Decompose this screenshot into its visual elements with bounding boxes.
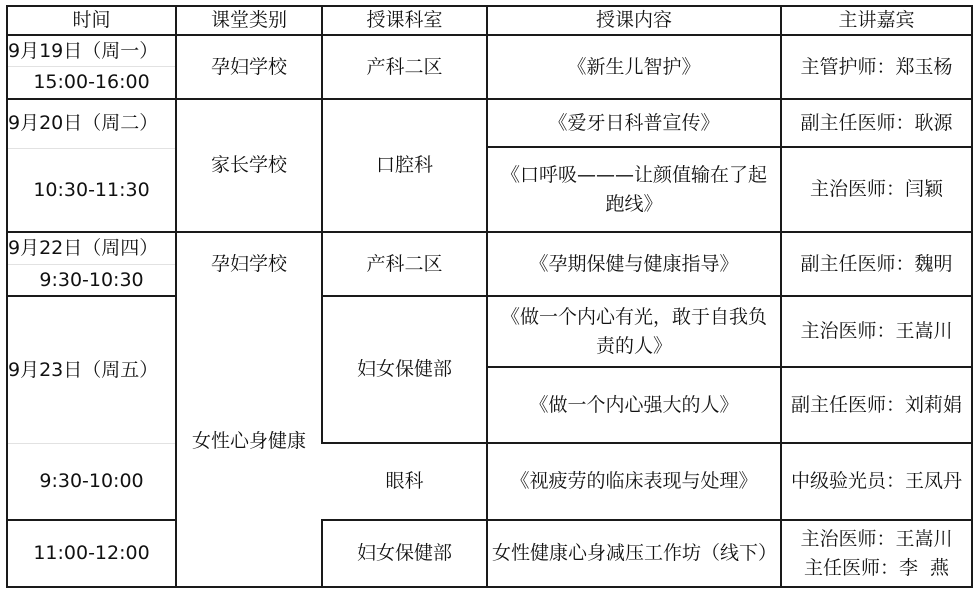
content-sep23-3: 《视疲劳的临床表现与处理》 [510, 470, 758, 492]
content-sep20-1: 《爱牙日科普宣传》 [548, 111, 720, 134]
department-sep23-2: 眼科 [385, 470, 424, 492]
time-sep22: 9:30-10:30 [39, 268, 144, 291]
category-sep20: 家长学校 [210, 154, 287, 176]
department-sep20: 口腔科 [375, 154, 433, 176]
department-sep23-1: 妇女保健部 [356, 358, 452, 380]
speaker-sep23-1: 主治医师：王嵩川 [800, 320, 953, 342]
department-sep23-3: 妇女保健部 [356, 542, 452, 564]
department-sep22: 产科二区 [366, 252, 443, 275]
header-time: 时间 [72, 9, 111, 31]
speaker-sep19: 主管护师：郑玉杨 [800, 55, 953, 78]
content-sep23-2: 《做一个内心强大的人》 [529, 393, 739, 416]
time-sep20: 10:30-11:30 [33, 178, 150, 201]
date-sep20: 9月20日（周二） [8, 111, 159, 134]
time-sep23-2: 11:00-12:00 [33, 542, 150, 564]
date-sep19: 9月19日（周一） [8, 39, 159, 62]
content-sep19: 《新生儿智护》 [567, 55, 701, 78]
header-content: 授课内容 [595, 9, 672, 31]
date-sep23: 9月23日（周五） [8, 358, 159, 381]
speaker-sep20-1: 副主任医师：耿源 [800, 111, 953, 134]
content-sep20-2: 《口呼吸———让颜值输在了起跑线》 [500, 163, 767, 215]
speaker-sep23-3: 中级验光员：王凤丹 [790, 470, 962, 492]
time-sep19: 15:00-16:00 [33, 71, 150, 93]
speaker-sep23-4b: 主任医师：李 燕 [803, 556, 950, 579]
content-sep23-4: 女性健康心身减压工作坊（线下） [492, 542, 778, 564]
date-sep22: 9月22日（周四） [8, 237, 159, 259]
content-sep23-1: 《做一个内心有光，敢于自我负责的人》 [500, 305, 767, 357]
content-sep22: 《孕期保健与健康指导》 [529, 252, 739, 275]
table-border-bottom [6, 586, 973, 588]
speaker-sep23-4a: 主治医师：王嵩川 [800, 527, 953, 550]
category-sep23: 女性心身健康 [191, 430, 306, 452]
speaker-sep20-2: 主治医师：闫颖 [809, 178, 943, 200]
header-speaker: 主讲嘉宾 [838, 9, 915, 31]
time-sep23-1: 9:30-10:00 [39, 470, 144, 492]
header-category: 课堂类别 [210, 9, 287, 31]
speaker-sep23-4 [782, 521, 971, 586]
speaker-sep22: 副主任医师：魏明 [800, 252, 953, 275]
category-sep22: 孕妇学校 [210, 252, 287, 275]
header-department: 授课科室 [366, 9, 443, 31]
category-sep19: 孕妇学校 [210, 55, 287, 78]
department-sep19: 产科二区 [366, 55, 443, 78]
speaker-sep23-2: 副主任医师：刘莉娟 [790, 393, 962, 416]
